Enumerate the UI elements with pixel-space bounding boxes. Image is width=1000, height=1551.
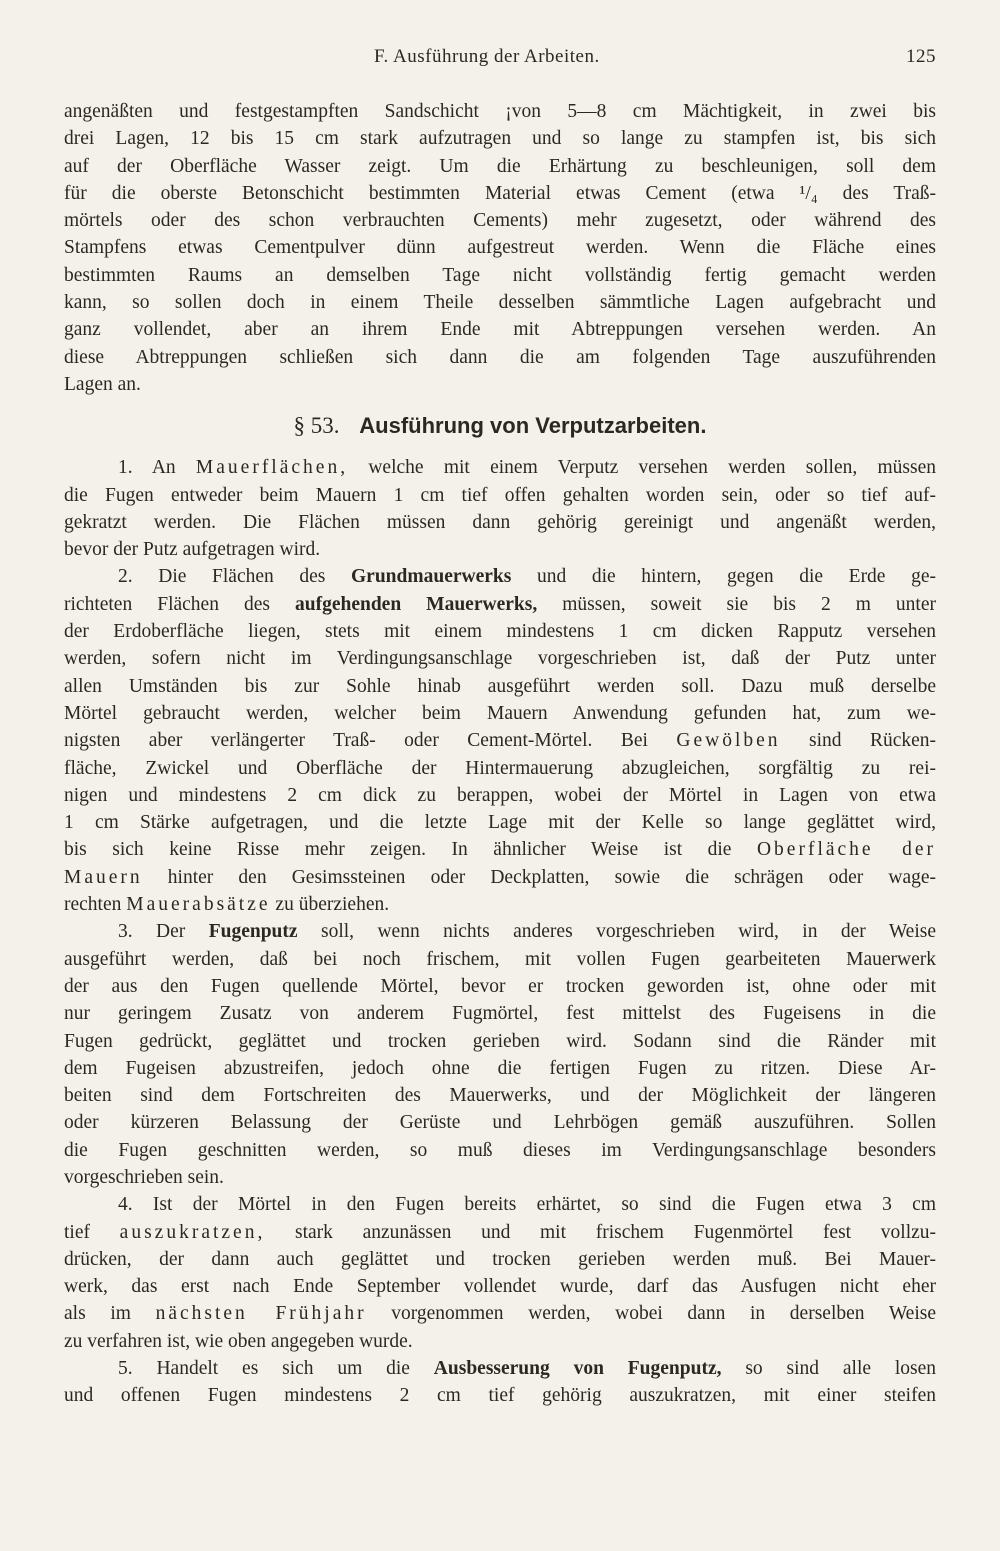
page-number: 125 [906, 46, 936, 67]
text-line: ausgeführt werden, daß bei noch frischem, mit vollen Fugen gearbeiteten Mauerwerk [64, 948, 936, 970]
text-line: nigsten aber verlängerter Traß- oder Cement-Mörtel. Bei Gewölben sind Rücken- [64, 730, 937, 752]
text-line: kann, so sollen doch in einem Theile desselben sämmtliche Lagen aufgebracht und [64, 292, 936, 314]
text-line: drei Lagen, 12 bis 15 cm stark aufzutragen und so lange zu stampfen ist, bis sich [64, 128, 936, 150]
page-header [64, 46, 936, 76]
text-line: bis sich keine Risse mehr zeigen. In ähnlicher Weise ist die Oberfläche der [64, 839, 936, 861]
text-line: diese Abtreppungen schließen sich dann die am folgenden Tage auszuführenden [64, 346, 936, 368]
text-line: die Fugen entweder beim Mauern 1 cm tief offen gehalten worden sein, oder so tief auf- [64, 484, 936, 506]
text-line: mörtels oder des schon verbrauchten Cements) mehr zugesetzt, oder während des [64, 210, 936, 232]
text-line: dem Fugeisen abzustreifen, jedoch ohne die fertigen Fugen zu ritzen. Diese Ar- [64, 1057, 936, 1079]
text-line: und offenen Fugen mindestens 2 cm tief gehörig auszukratzen, mit einer steifen [64, 1385, 936, 1407]
text-line: Fugen gedrückt, geglättet und trocken gerieben wird. Sodann sind die Ränder mit [64, 1030, 936, 1052]
text-line: richteten Flächen des aufgehenden Mauerwerks, müssen, soweit sie bis 2 m unter [64, 593, 936, 615]
text-line: Stampfens etwas Cementpulver dünn aufgestreut werden. Wenn die Fläche eines [64, 237, 936, 259]
text-line: Lagen an. [64, 373, 141, 395]
section-title: Ausführung von Verputzarbeiten. [359, 413, 707, 439]
text-line: drücken, der dann auch geglättet und trocken gerieben werden muß. Bei Mauer- [64, 1248, 936, 1270]
text-line: vorgeschrieben sein. [64, 1166, 224, 1188]
text-line: der Erdoberfläche liegen, stets mit einem mindestens 1 cm dicken Rapputz versehen [64, 621, 936, 643]
text-line: oder kürzeren Belassung der Gerüste und Lehrbögen gemäß auszuführen. Sollen [64, 1112, 936, 1134]
text-line: gekratzt werden. Die Flächen müssen dann gehörig gereinigt und angenäßt werden, [64, 511, 936, 533]
text-line: 3. Der Fugenputz soll, wenn nichts anderes vorgeschrieben wird, in der Weise [118, 921, 937, 943]
text-line: werden, sofern nicht im Verdingungsanschlage vorgeschrieben ist, daß der Putz unter [64, 648, 936, 670]
text-line: als im nächsten Frühjahr vorgenommen werden, wobei dann in derselben Weise [64, 1303, 936, 1325]
text-line: der aus den Fugen quellende Mörtel, bevor er trocken geworden ist, ohne oder mit [64, 975, 936, 997]
text-line: die Fugen geschnitten werden, so muß dieses im Verdingungsanschlage besonders [64, 1139, 936, 1161]
text-line: 1 cm Stärke aufgetragen, und die letzte Lage mit der Kelle so lange geglättet wird, [64, 812, 936, 834]
text-line: angenäßten und festgestampften Sandschicht ¡von 5—8 cm Mächtigkeit, in zwei bis [64, 101, 936, 122]
text-line: auf der Oberfläche Wasser zeigt. Um die Erhärtung zu beschleunigen, soll dem [64, 155, 936, 177]
text-line: fläche, Zwickel und Oberfläche der Hintermauerung abzugleichen, sorgfältig zu rei- [64, 757, 936, 779]
text-line: bestimmten Raums an demselben Tage nicht vollständig fertig gemacht werden [64, 264, 936, 286]
text-line: tief auszukratzen, stark anzunässen und mit frischem Fugenmörtel fest vollzu- [64, 1221, 937, 1243]
text-line: nigen und mindestens 2 cm dick zu berappen, wobei der Mörtel in Lagen von etwa [64, 784, 936, 806]
text-line: werk, das erst nach Ende September vollendet wurde, darf das Ausfugen nicht eher [64, 1276, 936, 1298]
running-title: F. Ausführung der Arbeiten. [374, 46, 600, 67]
text-line: 5. Handelt es sich um die Ausbesserung von Fugenputz, so sind alle losen [118, 1358, 937, 1380]
text-line: 1. An Mauerflächen, welche mit einem Verputz versehen werden sollen, müssen [118, 457, 936, 479]
text-line: beiten sind dem Fortschreiten des Mauerwerks, und der Möglichkeit der längeren [64, 1085, 936, 1107]
section-number: § 53. [293, 413, 340, 439]
text-line: zu verfahren ist, wie oben angegeben wurde. [64, 1330, 413, 1352]
text-line: ganz vollendet, aber an ihrem Ende mit Abtreppungen versehen werden. An [64, 319, 936, 341]
page-body [64, 98, 936, 1410]
text-line: bevor der Putz aufgetragen wird. [64, 539, 321, 561]
text-line: allen Umständen bis zur Sohle hinab ausgeführt werden soll. Dazu muß derselbe [64, 675, 936, 697]
section-heading [64, 398, 936, 454]
text-line: rechten Mauerabsätze zu überziehen. [64, 894, 390, 916]
text-line: für die oberste Betonschicht bestimmten Material etwas Cement (etwa ¹/₄ des Traß- [64, 182, 936, 204]
text-line: Mauern hinter den Gesimssteinen oder Deckplatten, sowie die schrägen oder wage- [64, 866, 936, 888]
text-line: 4. Ist der Mörtel in den Fugen bereits erhärtet, so sind die Fugen etwa 3 cm [118, 1194, 936, 1216]
text-line: nur geringem Zusatz von anderem Fugmörtel, fest mittelst des Fugeisens in die [64, 1003, 936, 1025]
text-line: Mörtel gebraucht werden, welcher beim Mauern Anwendung gefunden hat, zum we- [64, 702, 936, 724]
text-line: 2. Die Flächen des Grundmauerwerks und die hintern, gegen die Erde ge- [118, 566, 936, 588]
